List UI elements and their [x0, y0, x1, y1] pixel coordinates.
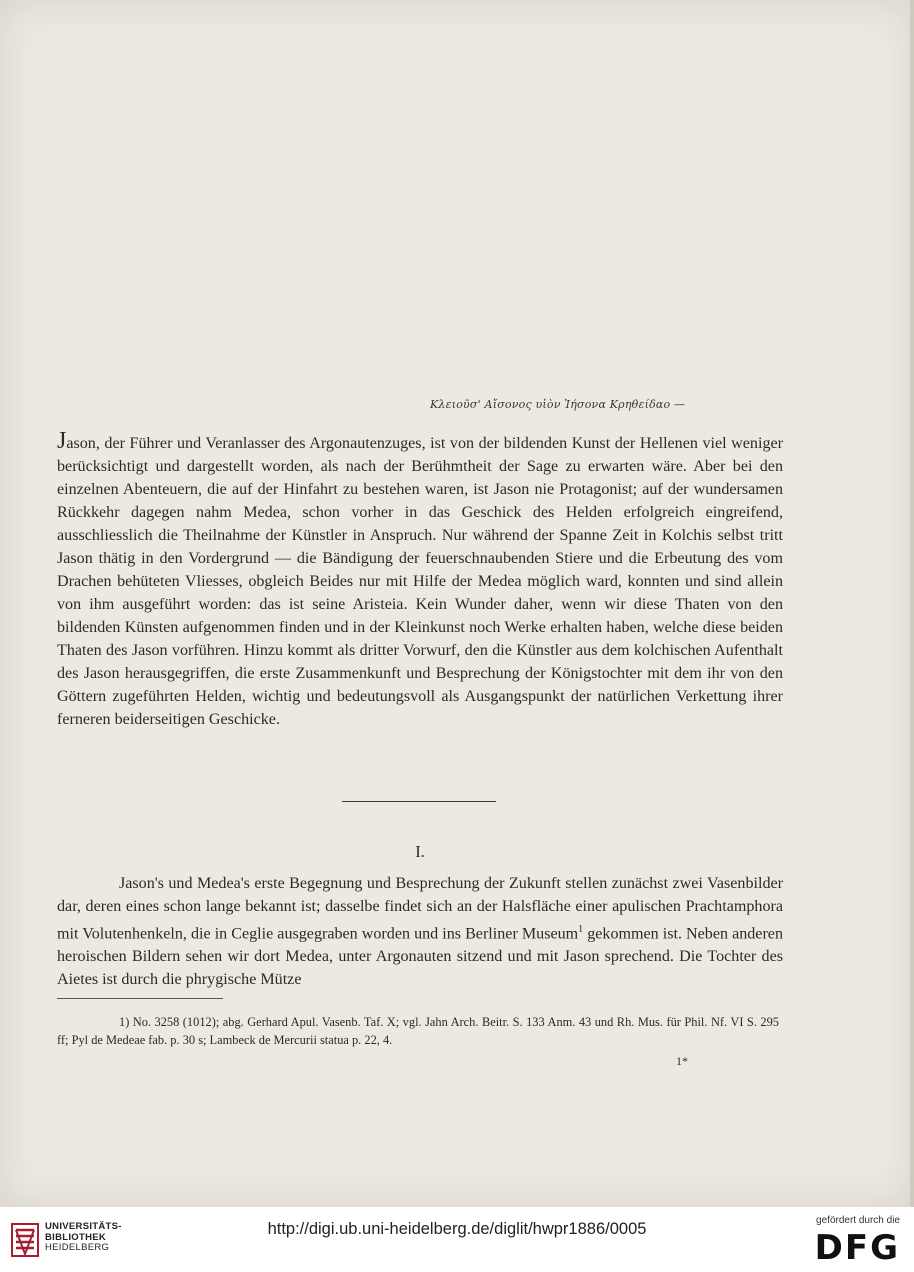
footnote-marker: 1 [578, 924, 584, 935]
page-edge [910, 0, 914, 1207]
signature-mark: 1* [676, 1054, 688, 1068]
permalink-url[interactable]: http://digi.ub.uni-heidelberg.de/diglit/hwpr1886/0005 [267, 1220, 647, 1238]
section-number: I. [415, 842, 425, 861]
section-text-part1: Jason's und Medea's erste Begegnung und Besprechung der Zukunft stellen zunächst zwei Vasenbilder dar, deren eines schon lange bekannt ist; dasselbe findet sich an der Halsfläche einer apulischen Prachtamphora mit Volutenhenkeln, die in Ceglie ausgegraben worden und ins Berliner Museum [57, 875, 783, 943]
intro-text: ason, der Führer und Veranlasser des Argonautenzuges, ist von der bildenden Kunst der Hellenen viel weniger berücksichtigt und dargestellt worden, als nach der Berühmtheit der Sage zu erwarten wäre. Aber bei den einzelnen Abenteuern, die auf der Hinfahrt zu bestehen waren, ist Jason nie Protagonist; auf der wundersamen Rückkehr dagegen nahm Medea, schon vorher in das Geschick des Helden erfolgreich eingreifend, ausschliesslich die Theilnahme der Künstler in Anspruch. Nur während der Spanne Zeit in Kolchis selbst tritt Jason thätig in den Vordergrund — die Bändigung der feuerschnaubenden Stiere und die Erbeutung des vom Drachen behüteten Vliesses, obgleich Beides nur mit Hilfe der Medea möglich ward, konnten und sind allein von ihm ausgeführt worden: das ist seine Aristeia. Kein Wunder daher, wenn wir diese Thaten von den bildenden Künsten aufgenommen finden und in der Kleinkunst noch Werke erhalten haben, welche diese beiden Thaten des Jason vorführen. Hinzu kommt als dritter Vorwurf, den die Künstler aus dem kolchischen Aufenthalt des Jason herausgegriffen, die erste Zusammenkunft und Besprechung der Königstochter mit dem ihr von den Göttern zugeführten Helden, wichtig und bedeutungsvoll als Ausgangspunkt der natürlichen Verkettung ihrer ferneren beiderseitigen Geschicke. [57, 435, 783, 728]
library-line-1: UNIVERSITÄTS- [45, 1221, 122, 1232]
footnote: 1) No. 3258 (1012); abg. Gerhard Apul. Vasenb. Taf. X; vgl. Jahn Arch. Beitr. S. 133 Anm. 43 und Rh. Mus. für Phil. Nf. VI S. 295 ff; Pyl de Medeae fab. p. 30 s; Lambeck de Mercurii statua p. 22, 4. [57, 1015, 779, 1047]
viewer-footer [0, 1207, 914, 1272]
dfg-logo: DFG [814, 1228, 900, 1268]
section-paragraph [57, 872, 783, 991]
section-text-part2: gekommen ist. Neben anderen heroischen Bildern sehen wir dort Medea, unter Argonauten sitzend und mit Jason sprechend. Die Tochter des Aietes ist durch die phrygische Mütze [57, 925, 783, 989]
library-line-3: HEIDELBERG [45, 1242, 110, 1253]
greek-epigraph: Κλειοῦσ' Αἴσονος υἱὸν Ἰήσονα Κρηθείδαο — [430, 398, 686, 411]
intro-paragraph [57, 428, 783, 731]
section-divider [342, 801, 496, 802]
drop-cap: J [57, 428, 67, 454]
library-line-2: BIBLIOTHEK [45, 1231, 107, 1243]
funding-caption: gefördert durch die [816, 1215, 900, 1226]
footnote-rule [57, 998, 223, 999]
